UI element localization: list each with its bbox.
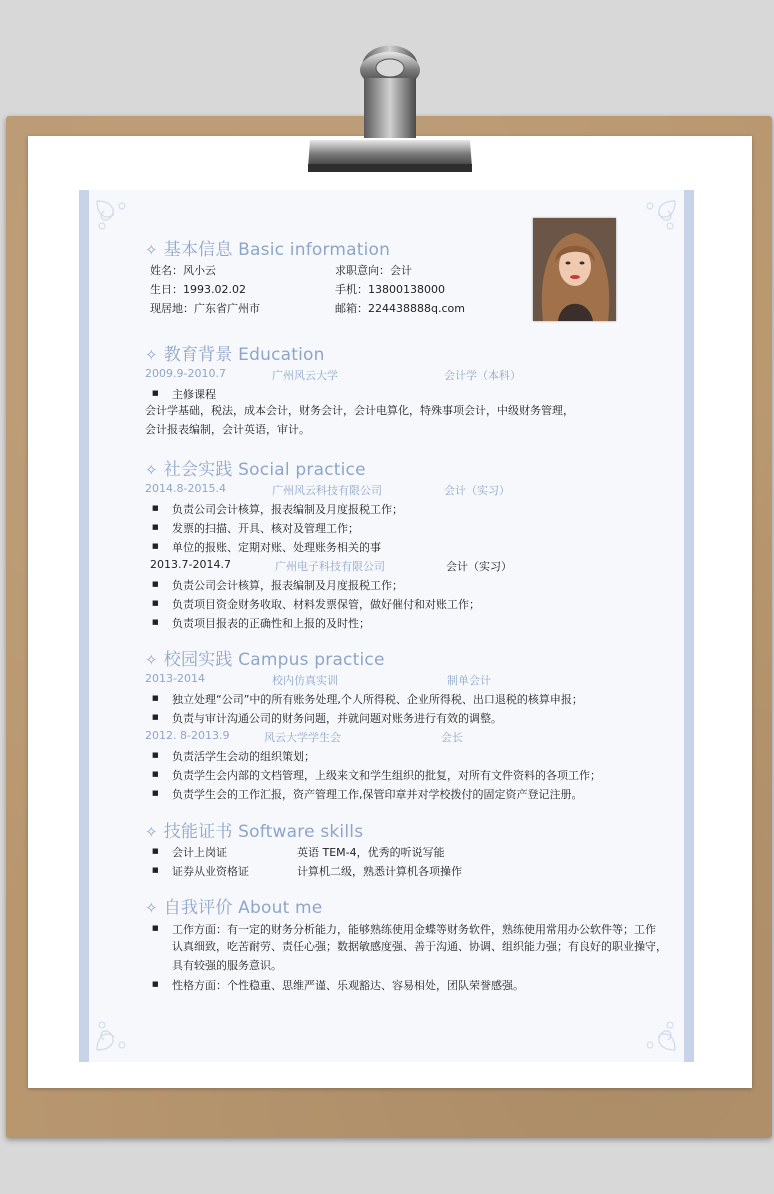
job2-role: 会计（实习） bbox=[446, 560, 512, 573]
campus1-role: 制单会计 bbox=[447, 674, 491, 687]
job2-company: 广州电子科技有限公司 bbox=[275, 560, 385, 573]
education-period: 2009.9-2010.7 bbox=[145, 367, 226, 380]
sparkle-star-icon: ✧ bbox=[145, 823, 158, 841]
skill-2: 计算机二级，熟悉计算机各项操作 bbox=[297, 865, 462, 878]
campus1-period: 2013-2014 bbox=[145, 672, 205, 685]
campus2-org: 风云大学学生会 bbox=[264, 731, 341, 744]
residence-field: 现居地：广东省广州市 bbox=[150, 302, 260, 315]
campus1-org: 校内仿真实训 bbox=[272, 674, 338, 687]
sparkle-star-icon: ✧ bbox=[145, 899, 158, 917]
sparkle-star-icon: ✧ bbox=[145, 241, 158, 259]
sparkle-star-icon: ✧ bbox=[145, 651, 158, 669]
section-title-campus: ✧ 校园实践 Campus practice bbox=[145, 650, 385, 670]
section-title-education: ✧ 教育背景 Education bbox=[145, 345, 325, 365]
section-title-basic: ✧ 基本信息 Basic information bbox=[145, 240, 391, 260]
skill-1: 英语 TEM-4，优秀的听说写能 bbox=[297, 846, 445, 859]
courses-line-1: 会计学基础，税法，成本会计，财务会计，会计电算化，特殊事项会计，中级财务管理， bbox=[145, 404, 574, 417]
courses-line-2: 会计报表编制，会计英语，审计。 bbox=[145, 423, 310, 436]
phone-field: 手机：13800138000 bbox=[335, 283, 445, 296]
education-major: 会计学（本科） bbox=[444, 369, 521, 382]
about-work-line-3: 具有较强的服务意识。 bbox=[172, 959, 282, 972]
job-intention-field: 求职意向：会计 bbox=[335, 264, 412, 277]
section-title-skills: ✧ 技能证书 Software skills bbox=[145, 822, 364, 842]
birth-field: 生日：1993.02.02 bbox=[150, 283, 246, 296]
email-field: 邮箱：224438888q.com bbox=[335, 302, 465, 315]
about-work-line-2: 认真细致，吃苦耐劳、责任心强；数据敏感度强、善于沟通、协调、组织能力强；有良好的职业操守， bbox=[172, 940, 667, 953]
job1-period: 2014.8-2015.4 bbox=[145, 482, 226, 495]
section-title-social: ✧ 社会实践 Social practice bbox=[145, 460, 366, 480]
job1-company: 广州风云科技有限公司 bbox=[272, 484, 382, 497]
job2-period: 2013.7-2014.7 bbox=[150, 558, 231, 571]
campus2-role: 会长 bbox=[441, 731, 463, 744]
campus2-period: 2012. 8-2013.9 bbox=[145, 729, 230, 742]
sparkle-star-icon: ✧ bbox=[145, 461, 158, 479]
education-school: 广州风云大学 bbox=[272, 369, 338, 382]
sparkle-star-icon: ✧ bbox=[145, 346, 158, 364]
name-field: 姓名：风小云 bbox=[150, 264, 216, 277]
job1-role: 会计（实习） bbox=[444, 484, 510, 497]
section-title-about: ✧ 自我评价 About me bbox=[145, 898, 323, 918]
